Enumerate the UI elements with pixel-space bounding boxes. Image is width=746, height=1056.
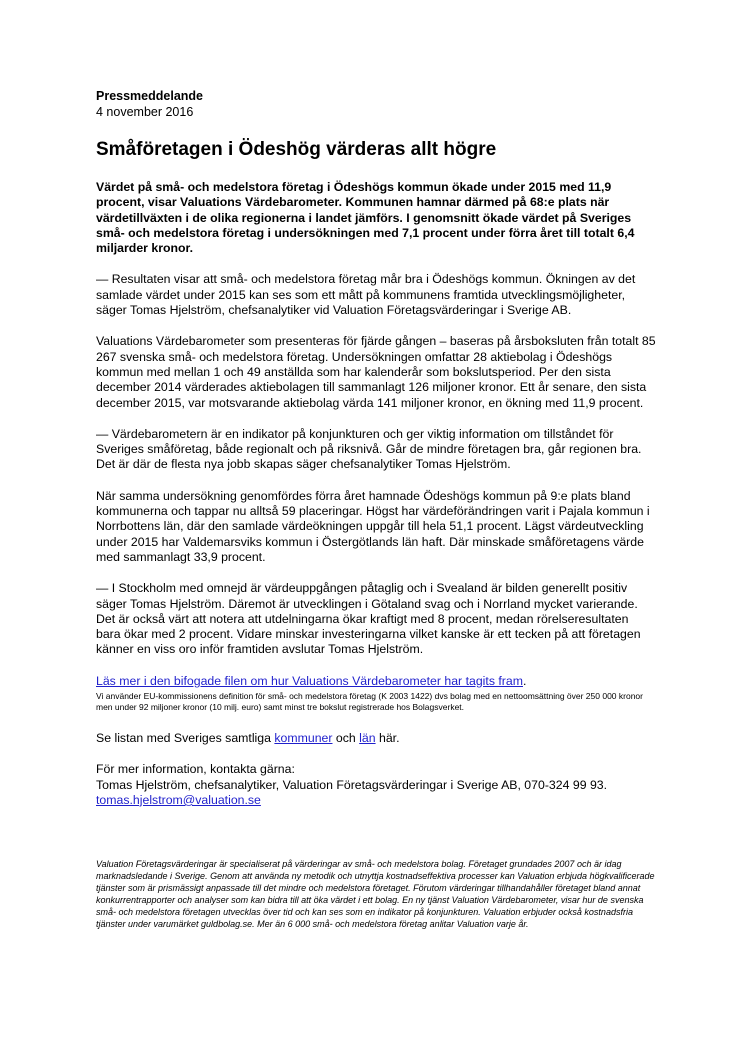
contact-email-link[interactable]: tomas.hjelstrom@valuation.se	[96, 792, 261, 807]
lan-link[interactable]: län	[359, 731, 376, 746]
list-line-middle: och	[332, 731, 360, 746]
body-paragraph-5: — I Stockholm med omnejd är värdeuppgången påtaglig och i Svealand är bilden generellt positiv säger Tomas Hjelström. Däremot är utvecklingen i Götaland svag och i Norrland mycket varierande. Det är också värt att notera att utdelningarna ökar kraftigt med 8 procent, medan rörelseresultaten bara ökar med 2 procent. Vidare minskar investeringarna vilket kanske är ett tecken på att företagen känner en viss oro inför framtiden avslutar Tomas Hjelström.	[96, 581, 641, 657]
list-line	[96, 731, 656, 746]
kommuner-link[interactable]: kommuner	[274, 731, 333, 746]
body-paragraph-2: Valuations Värdebarometer som presenteras för fjärde gången – baseras på årsboksluten från totalt 85 267 svenska små- och medelstora företag. Undersökningen omfattar 28 aktiebolag i Ödeshögs kommun med mellan 1 och 49 anställda som har kalenderår som bokslutsperiod. Per den sista december 2014 värderades aktiebolagen till sammanlagt 126 miljoner kronor. Ett år senare, den sista december 2015, var motsvarande aktiebolag värda 141 miljoner kronor, en ökning med 11,9 procent.	[96, 334, 656, 410]
read-more-period: .	[522, 673, 527, 688]
contact-intro: För mer information, kontakta gärna:	[96, 762, 295, 777]
lead-paragraph: Värdet på små- och medelstora företag i Ödeshögs kommun ökade under 2015 med 11,9 procent, visar Valuations Värdebarometer. Kommunen hamnar därmed på 68:e plats när värdetillväxten i de olika regionerna i landet jämförs. I genomsnitt ökade värdet på Sveriges små- och medelstora företag i undersökningen med 7,1 procent under förra året till totalt 6,4 miljarder kronor.	[96, 180, 635, 256]
contact-person: Tomas Hjelström, chefsanalytiker, Valuation Företagsvärderingar i Sverige AB, 070-324 99 93.	[96, 777, 608, 792]
page-title: Småföretagen i Ödeshög värderas allt högre	[96, 139, 497, 160]
body-paragraph-3: — Värdebarometern är en indikator på konjunkturen och ger viktig information om tillståndet för Sveriges småföretag, både regionalt och på riksnivå. Går de mindre företagen bra, går regionen bra. Det är där de flesta nya jobb skapas säger chefsanalytiker Tomas Hjelström.	[96, 426, 642, 472]
body-paragraph-4: När samma undersökning genomfördes förra året hamnade Ödeshögs kommun på 9:e plats bland kommunerna och tappar nu alltså 59 placeringar. Högst har värdeförändringen varit i Pajala kommun i Norrbottens län, där den samlade värdeökningen uppgår till hela 51,1 procent. Lägst värdeutveckling under 2015 har Valdemarsviks kommun i Östergötlands län haft. Där minskade småföretagens värde med sammanlagt 33,9 procent.	[96, 488, 650, 564]
read-more-link[interactable]: Läs mer i den bifogade filen om hur Valuations Värdebarometer har tagits fram	[96, 673, 523, 688]
read-more-line	[96, 674, 656, 689]
document-body	[96, 88, 656, 808]
list-line-prefix: Se listan med Sveriges samtliga	[96, 731, 275, 746]
body-paragraph-1: — Resultaten visar att små- och medelstora företag mår bra i Ödeshögs kommun. Ökningen av det samlade värdet under 2015 kan ses som ett mått på kommunens framtida utvecklingsmöjligheter, säger Tomas Hjelström, chefsanalytiker vid Valuation Företagsvärderingar i Sverige AB.	[96, 272, 636, 318]
document-type: Pressmeddelande	[96, 89, 203, 103]
definition-fine-print: Vi använder EU-kommissionens definition för små- och medelstora företag (K 2003 1422) dvs bolag med en nettoomsättning över 250 000 kronor men under 92 miljoner kronor (10 milj. euro) samt minst tre bokslut registrerade hos Bolagsverket.	[96, 691, 643, 713]
contact-block	[96, 762, 656, 808]
list-line-suffix: här.	[375, 731, 400, 746]
publication-date: 4 november 2016	[96, 105, 194, 119]
company-boilerplate: Valuation Företagsvärderingar är specialiserat på värderingar av små- och medelstora bolag. Företaget grundades 2007 och är idag marknadsledande i Sverige. Genom att använda ny metodik och utnyttja kostnadseffektiva processer kan Valuation erbjuda högkvalificerade tjänster som är prismässigt anpassade till det mindre och medelstora företaget. Förutom värderingar tillhandahåller företaget bland annat konkurrentrapporter och analyser som kan bidra till att öka värdet i ett bolag. En ny tjänst Valuation Värdebarometer, visar hur de svenska små- och medelstora företagen utvecklas över tid och kan ses som en indikator på konjunkturen. Valuation erbjuder också kostnadsfria tjänster under varumärket guldbolag.se. Mer än 6 000 små- och medelstora företag anlitar Valuation varje år.	[96, 859, 655, 929]
